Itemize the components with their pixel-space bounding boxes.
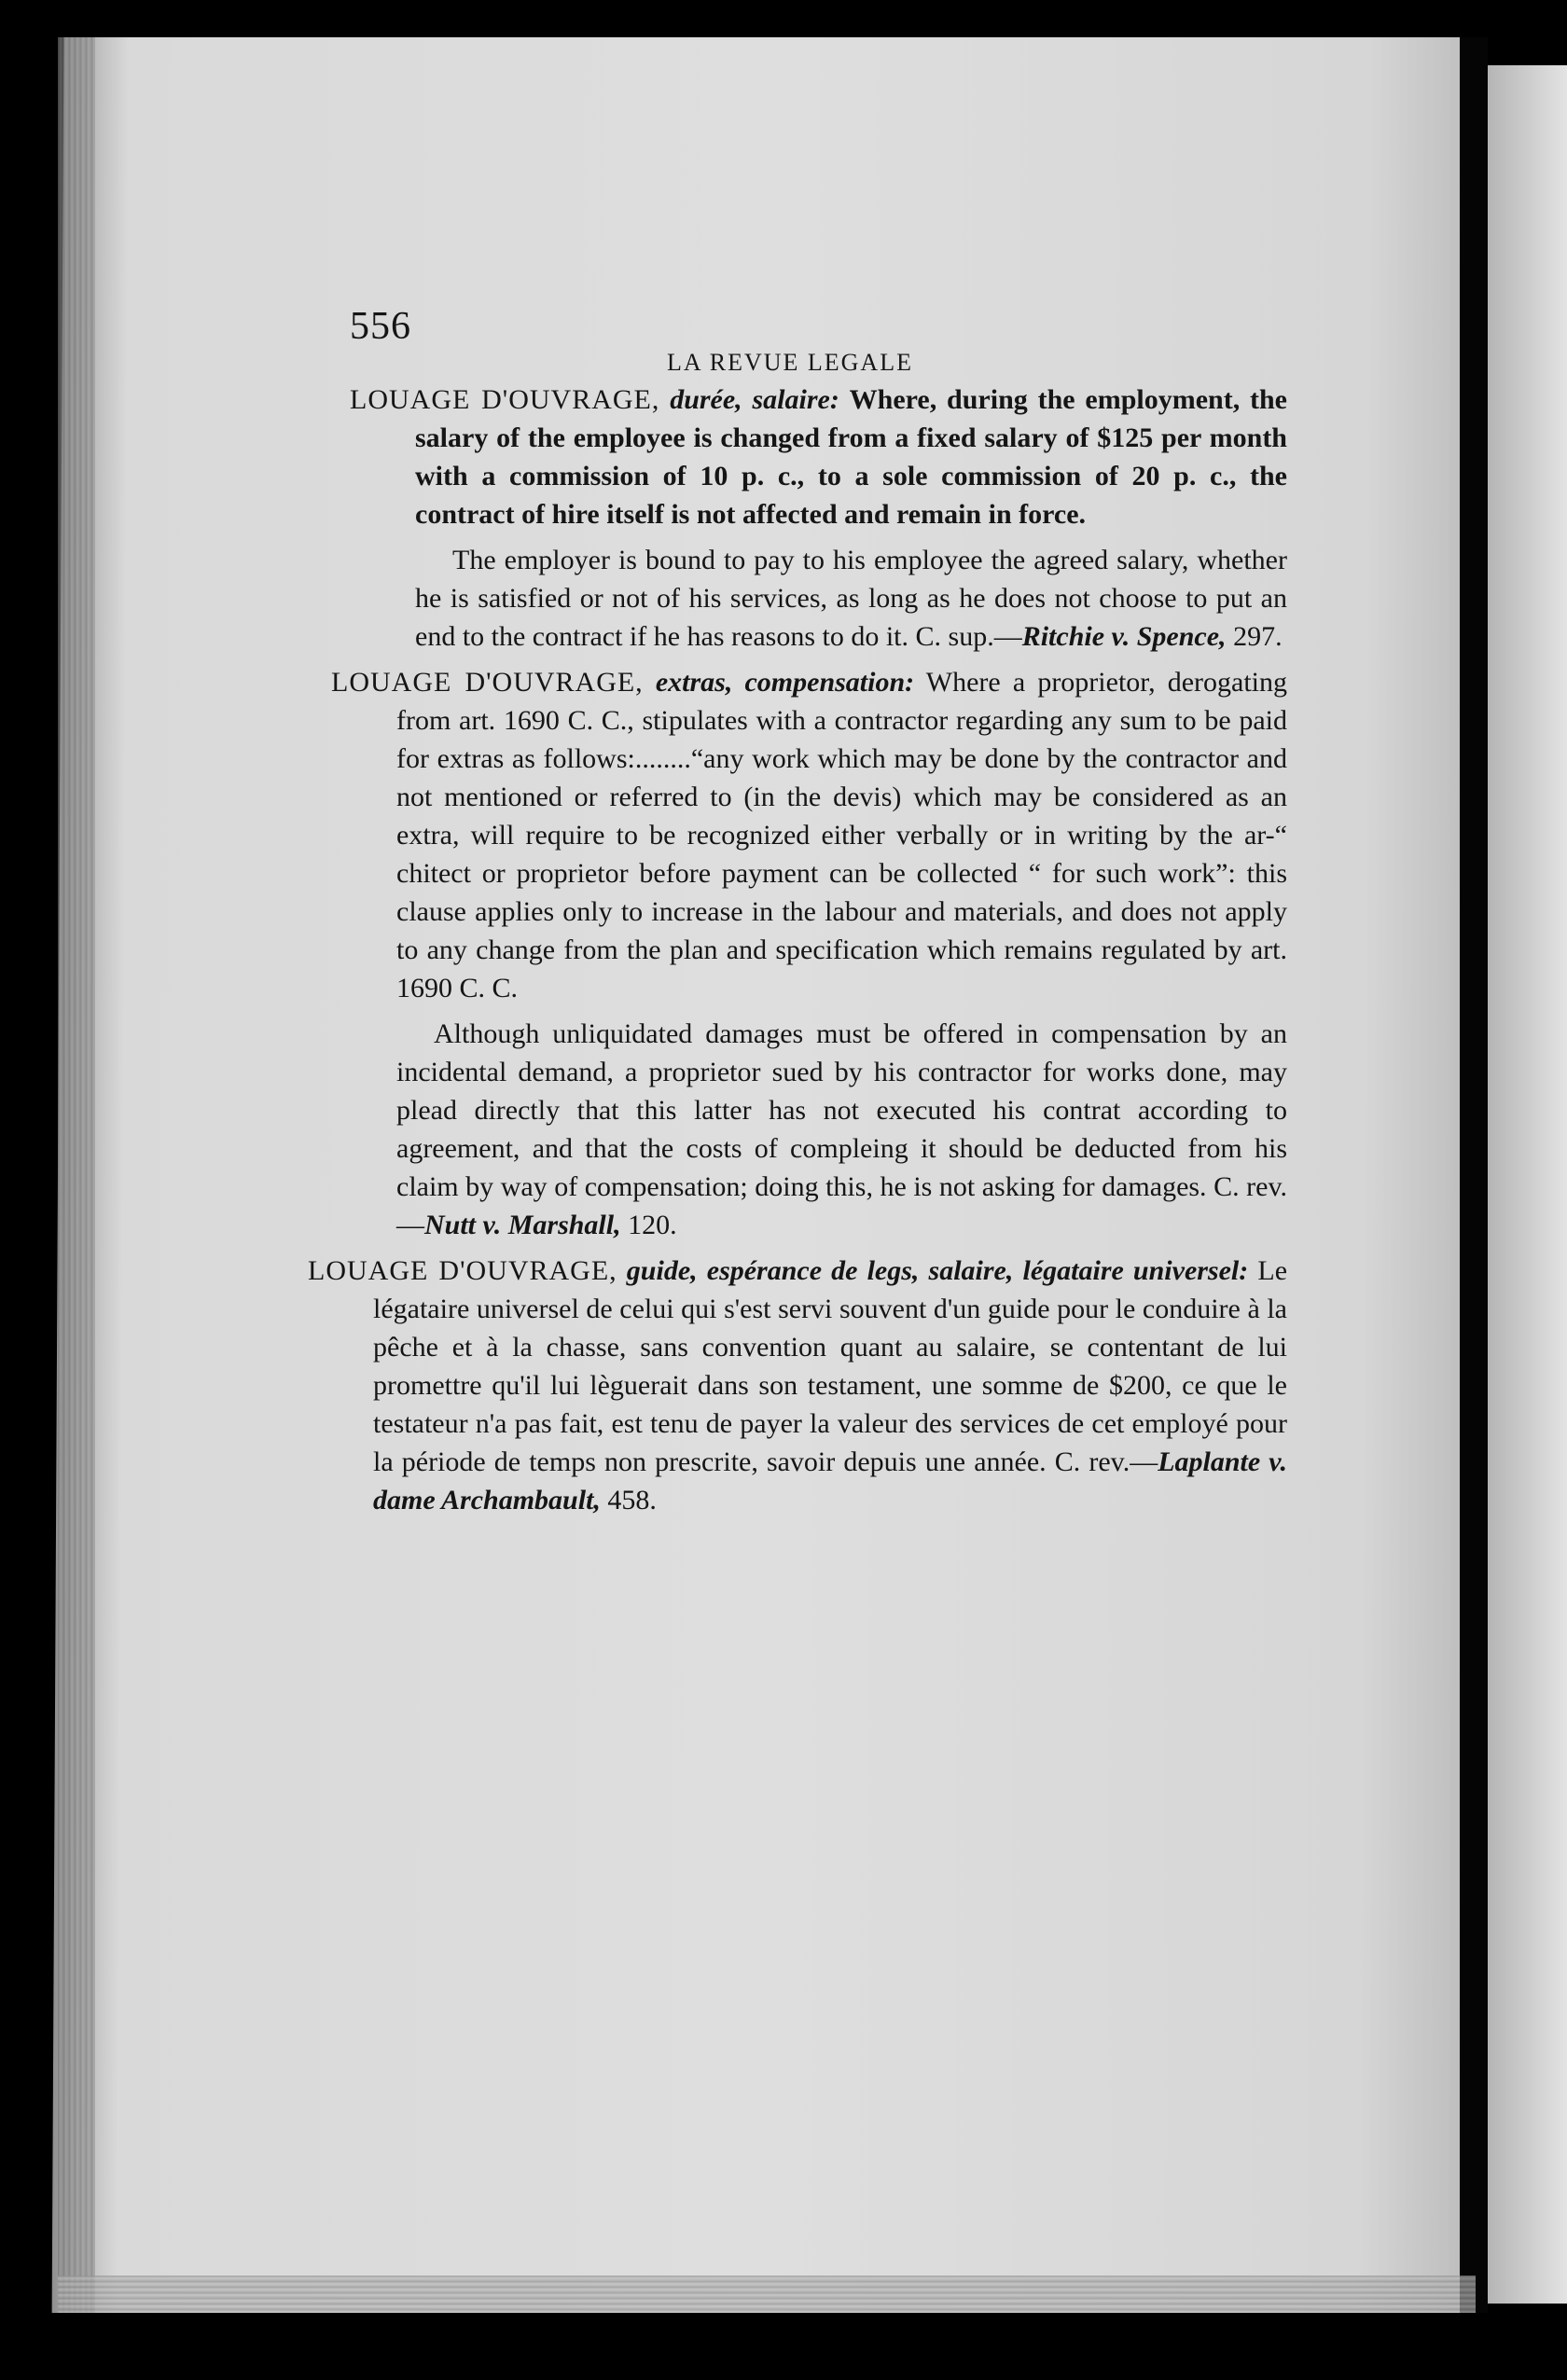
book-gutter — [1460, 37, 1488, 2313]
entry-paragraph — [308, 1252, 1288, 1519]
case-name: Nutt v. Marshall, — [424, 1210, 621, 1240]
page-header — [308, 305, 1287, 376]
entry-text: Although unliquidated damages must be offered in compensation by an incidental demand, a proprietor sued by his contractor for works done, may plead directly that this latter has not executed his contrat according to agreement, and that the costs of compleing it should be deducted from his claim by way of compensation; doing this, he is not asking for damages. C. rev.— — [396, 1018, 1287, 1240]
entry-keywords: extras, compensation: — [655, 667, 915, 698]
entry-text: Le légataire universel de celui qui s'est servi souvent d'un guide pour le conduire à la pêche et à la chasse, sans convention quant au salaire, se contentant de lui promettre qu'il lui lèguerait dans son testament, une somme de $200, ce que le testateur n'a pas fait, est tenu de payer la valeur des services de cet employé pour la période de temps non prescrite, savoir depuis une année. C. rev.— — [373, 1255, 1288, 1477]
case-name: Laplante v. dame Archambault, — [373, 1446, 1287, 1515]
case-page: 458. — [600, 1485, 657, 1515]
running-title: LA REVUE LEGALE — [667, 349, 913, 376]
digest-entry — [308, 1252, 1287, 1519]
entry-paragraph — [350, 381, 1288, 533]
case-page: 120. — [620, 1210, 677, 1240]
entry-paragraph — [396, 1015, 1287, 1244]
entry-paragraph — [331, 663, 1288, 1007]
entry-text: Where a proprietor, derogating from art. 1690 C. C., stipulates with a contractor regarding any sum to be paid for extras as follows:........“any work which may be done by the contractor and not mentioned or referred to (in the devis) which may be considered as an extra, will require to be recognized either verbally or in writing by the ar-“ chitect or proprietor before payment can be collected “ for such work”: this clause applies only to increase in the labour and materials, and does not apply to any change from the plan and specification which remains regulated by art. 1690 C. C. — [396, 667, 1288, 1003]
page-number: 556 — [350, 305, 411, 348]
entry-keywords: guide, espérance de legs, salaire, légataire universel: — [626, 1255, 1249, 1286]
page-content — [308, 305, 1288, 1519]
entry-text: The employer is bound to pay to his employee the agreed salary, whether he is satisfied or not of his services, as long as he does not choose to put an end to the contract if he has reasons to do it. C. sup.— — [415, 545, 1287, 652]
entry-heading: LOUAGE D'OUVRAGE, — [350, 384, 660, 415]
entry-heading: LOUAGE D'OUVRAGE, — [308, 1255, 617, 1286]
case-page: 297. — [1226, 621, 1283, 652]
entry-heading: LOUAGE D'OUVRAGE, — [331, 667, 644, 698]
page-edge-left — [58, 37, 95, 2313]
digest-entry — [350, 381, 1287, 656]
entry-paragraph — [415, 541, 1287, 656]
entry-text: Where, during the employment, the salary of the employee is changed from a fixed salary of $125 per month with a commission of 10 p. c., to a sole commission of 20 p. c., the contract of hire itself is not affected and remain in force. — [415, 384, 1288, 530]
page-edge-bottom — [58, 2276, 1476, 2313]
digest-entry — [331, 663, 1287, 1244]
case-name: Ritchie v. Spence, — [1021, 621, 1227, 652]
facing-page-edge — [1488, 65, 1567, 2304]
entry-keywords: durée, salaire: — [670, 384, 839, 415]
